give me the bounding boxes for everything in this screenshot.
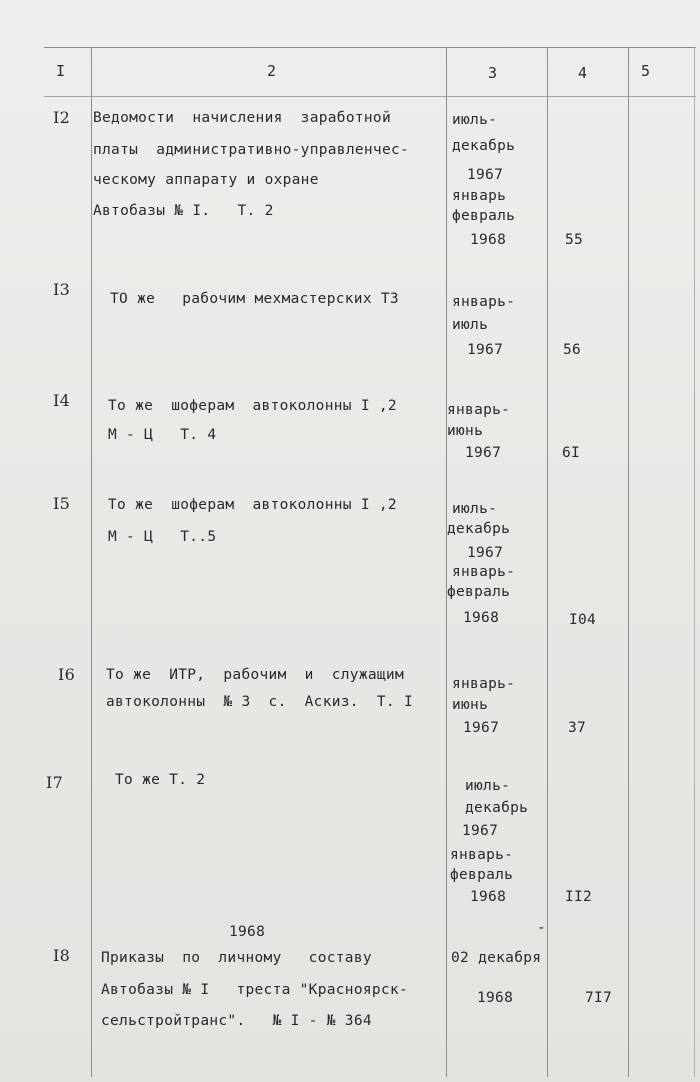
row-date-line: январь- [450, 847, 514, 863]
row-year-above: 1968 [229, 924, 266, 940]
row-date-line: 1968 [477, 990, 514, 1006]
row-description-line: платы административно-управленчес- [93, 142, 410, 158]
row-sheet-count: 55 [565, 232, 584, 248]
column-divider-2 [446, 47, 447, 1077]
row-description-line: Автобазы № I. Т. 2 [93, 203, 274, 219]
row-date-line: июль- [452, 112, 498, 128]
row-date-line: июль- [452, 501, 498, 517]
row-description-line: М - Ц Т..5 [108, 529, 217, 545]
row-description-line: То же ИТР, рабочим и служащим [106, 667, 404, 683]
row-description-line: сельстройтранс". № I - № 364 [101, 1013, 372, 1029]
column-divider-3 [547, 47, 548, 1077]
row-date-line: январь- [447, 402, 511, 418]
row-date-line: 1968 [463, 610, 500, 626]
row-description-line: ческому аппарату и охране [93, 172, 319, 188]
row-date-line: 1967 [467, 342, 504, 358]
row-date-line: 1967 [467, 167, 504, 183]
row-date-line: декабрь [465, 800, 529, 816]
row-number: I5 [53, 494, 71, 513]
row-date-line: январь- [452, 294, 516, 310]
row-date-line: февраль [447, 584, 511, 600]
table-right-border [694, 47, 695, 1077]
col-header-1: I [56, 62, 66, 80]
row-description-line: ТО же рабочим мехмастерских ТЗ [110, 291, 399, 307]
row-number: I8 [53, 946, 71, 965]
row-date-line: 1967 [467, 545, 504, 561]
row-date-line: июнь [447, 423, 484, 439]
row-description-line: То же шоферам автоколонны I ,2 [108, 398, 397, 414]
row-sheet-count: 37 [568, 720, 587, 736]
row-date-line: 02 декабря [451, 950, 542, 966]
row-number: I6 [58, 665, 76, 684]
row-description-line: То же Т. 2 [115, 772, 206, 788]
row-date-line: июль- [465, 778, 511, 794]
row-date-line: 1968 [470, 232, 507, 248]
col-header-2: 2 [267, 62, 277, 80]
column-divider-4 [628, 47, 629, 1077]
row-sheet-count: 56 [563, 342, 582, 358]
row-description-line: Автобазы № I треста "Красноярск- [101, 982, 409, 998]
col-header-5: 5 [641, 62, 651, 80]
header-bottom-border [44, 96, 696, 97]
column-divider-1 [91, 47, 92, 1077]
row-date-line: 1967 [462, 823, 499, 839]
row-date-line: 1967 [465, 445, 502, 461]
row-date-line: декабрь [452, 138, 516, 154]
dash-mark: - [537, 920, 547, 936]
row-date-line: декабрь [447, 521, 511, 537]
row-number: I3 [53, 280, 71, 299]
row-sheet-count: II2 [565, 889, 593, 905]
row-date-line: июнь [452, 697, 489, 713]
row-date-line: февраль [450, 867, 514, 883]
row-description-line: автоколонны № 3 с. Аскиз. Т. I [106, 694, 414, 710]
row-description-line: М - Ц Т. 4 [108, 427, 217, 443]
row-description-line: Приказы по личному составу [101, 950, 372, 966]
row-date-line: январь- [452, 564, 516, 580]
row-date-line: январь [452, 188, 507, 204]
row-date-line: 1968 [470, 889, 507, 905]
row-sheet-count: I04 [569, 612, 597, 628]
row-date-line: июль [452, 317, 489, 333]
row-date-line: 1967 [463, 720, 500, 736]
col-header-4: 4 [578, 64, 588, 82]
row-sheet-count: 7I7 [585, 990, 613, 1006]
row-description-line: То же шоферам автоколонны I ,2 [108, 497, 397, 513]
row-number: I4 [53, 391, 71, 410]
row-number: I7 [46, 773, 64, 792]
row-date-line: январь- [452, 676, 516, 692]
row-number: I2 [53, 108, 71, 127]
row-description-line: Ведомости начисления заработной [93, 110, 391, 126]
col-header-3: 3 [488, 64, 498, 82]
row-date-line: февраль [452, 208, 516, 224]
row-sheet-count: 6I [562, 445, 581, 461]
table-top-border [44, 47, 696, 48]
